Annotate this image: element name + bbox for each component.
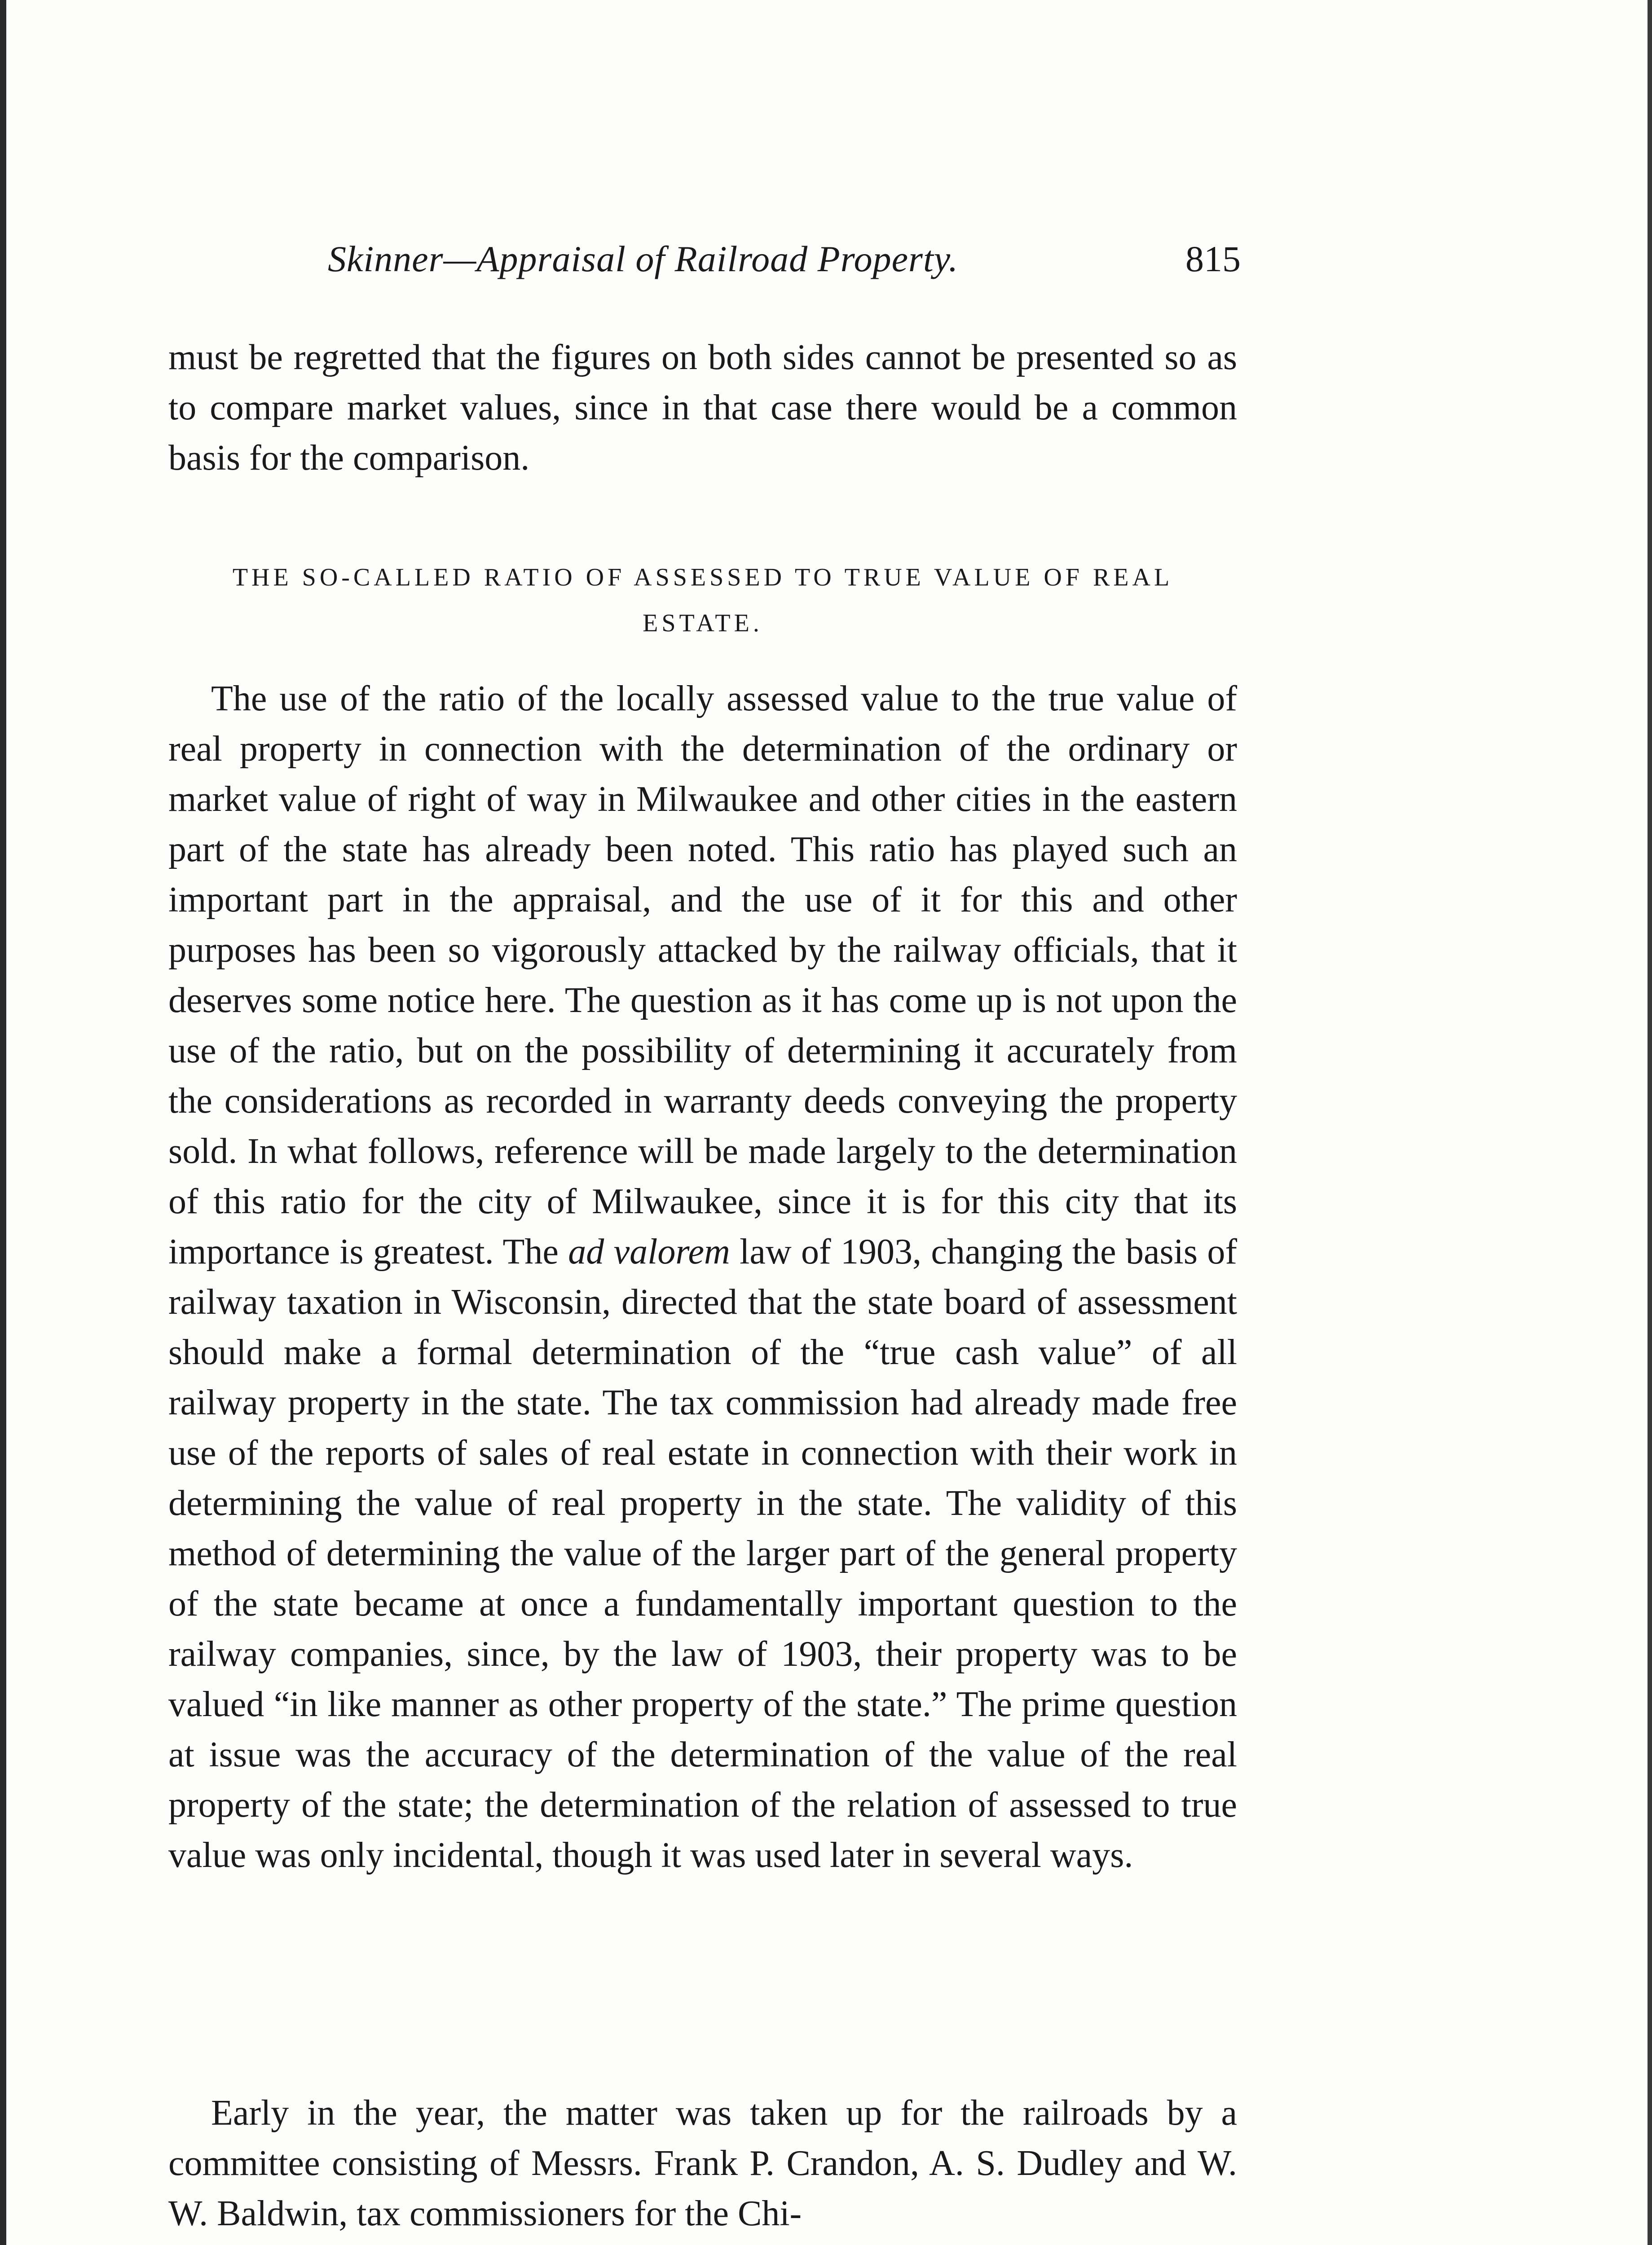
lead-paragraph-block [168, 332, 1237, 483]
paragraph-2-block [168, 2088, 1237, 2239]
paragraph-1-block [168, 674, 1237, 1880]
page-number: 815 [1185, 238, 1241, 279]
lead-paragraph: must be regretted that the figures on both sides cannot be presented so as to compare market values, since in that case there would be a common basis for the comparison. [168, 338, 1237, 478]
paragraph-1-italic-term: ad valorem [568, 1232, 730, 1272]
paragraph-1 [168, 674, 1237, 1880]
paragraph-1-part-b: law of 1903, changing the basis of railway taxation in Wisconsin, directed that the state board of assessment should make a formal determination of the “true cash value” of all railway property in the state. The tax commission had already made free use of the reports of sales of real estate in connection with their work in determining the value of real property in the state. The validity of this method of determining the value of the larger part of the general property of the state became at once a fundamentally important question to the railway companies, since, by the law of 1903, their property was to be valued “in like manner as other property of the state.” The prime question at issue was the accuracy of the determination of the value of the real property of the state; the determination of the relation of assessed to true value was only incidental, though it was used later in several ways. [168, 1232, 1238, 1875]
paragraph-1-part-a: The use of the ratio of the locally assessed value to the true value of real property in connection with the determination of the ordinary or market value of right of way in Milwaukee and other cities in the eastern part of the state has already been noted. This ratio has played such an important part in the appraisal, and the use of it for this and other purposes has been so vigorously attacked by the railway officials, that it deserves some notice here. The question as it has come up is not upon the use of the ratio, but on the possibility of determining it accurately from the considerations as recorded in warranty deeds conveying the property sold. In what follows, reference will be made largely to the determination of this ratio for the city of Milwaukee, since it is for this city that its importance is greatest. The [168, 679, 1237, 1272]
paragraph-2: Early in the year, the matter was taken up for the railroads by a committee consisting of Messrs. Frank P. Crandon, A. S. Dudley and W. W. Baldwin, tax commissioners for the Chi- [168, 2093, 1237, 2233]
page-edge-left [0, 0, 6, 2245]
section-heading: THE SO-CALLED RATIO OF ASSESSED TO TRUE VALUE OF REAL ESTATE. [232, 563, 1173, 637]
running-head-title: Skinner—Appraisal of Railroad Property. [328, 238, 959, 279]
page-edge-right [1648, 0, 1652, 2245]
